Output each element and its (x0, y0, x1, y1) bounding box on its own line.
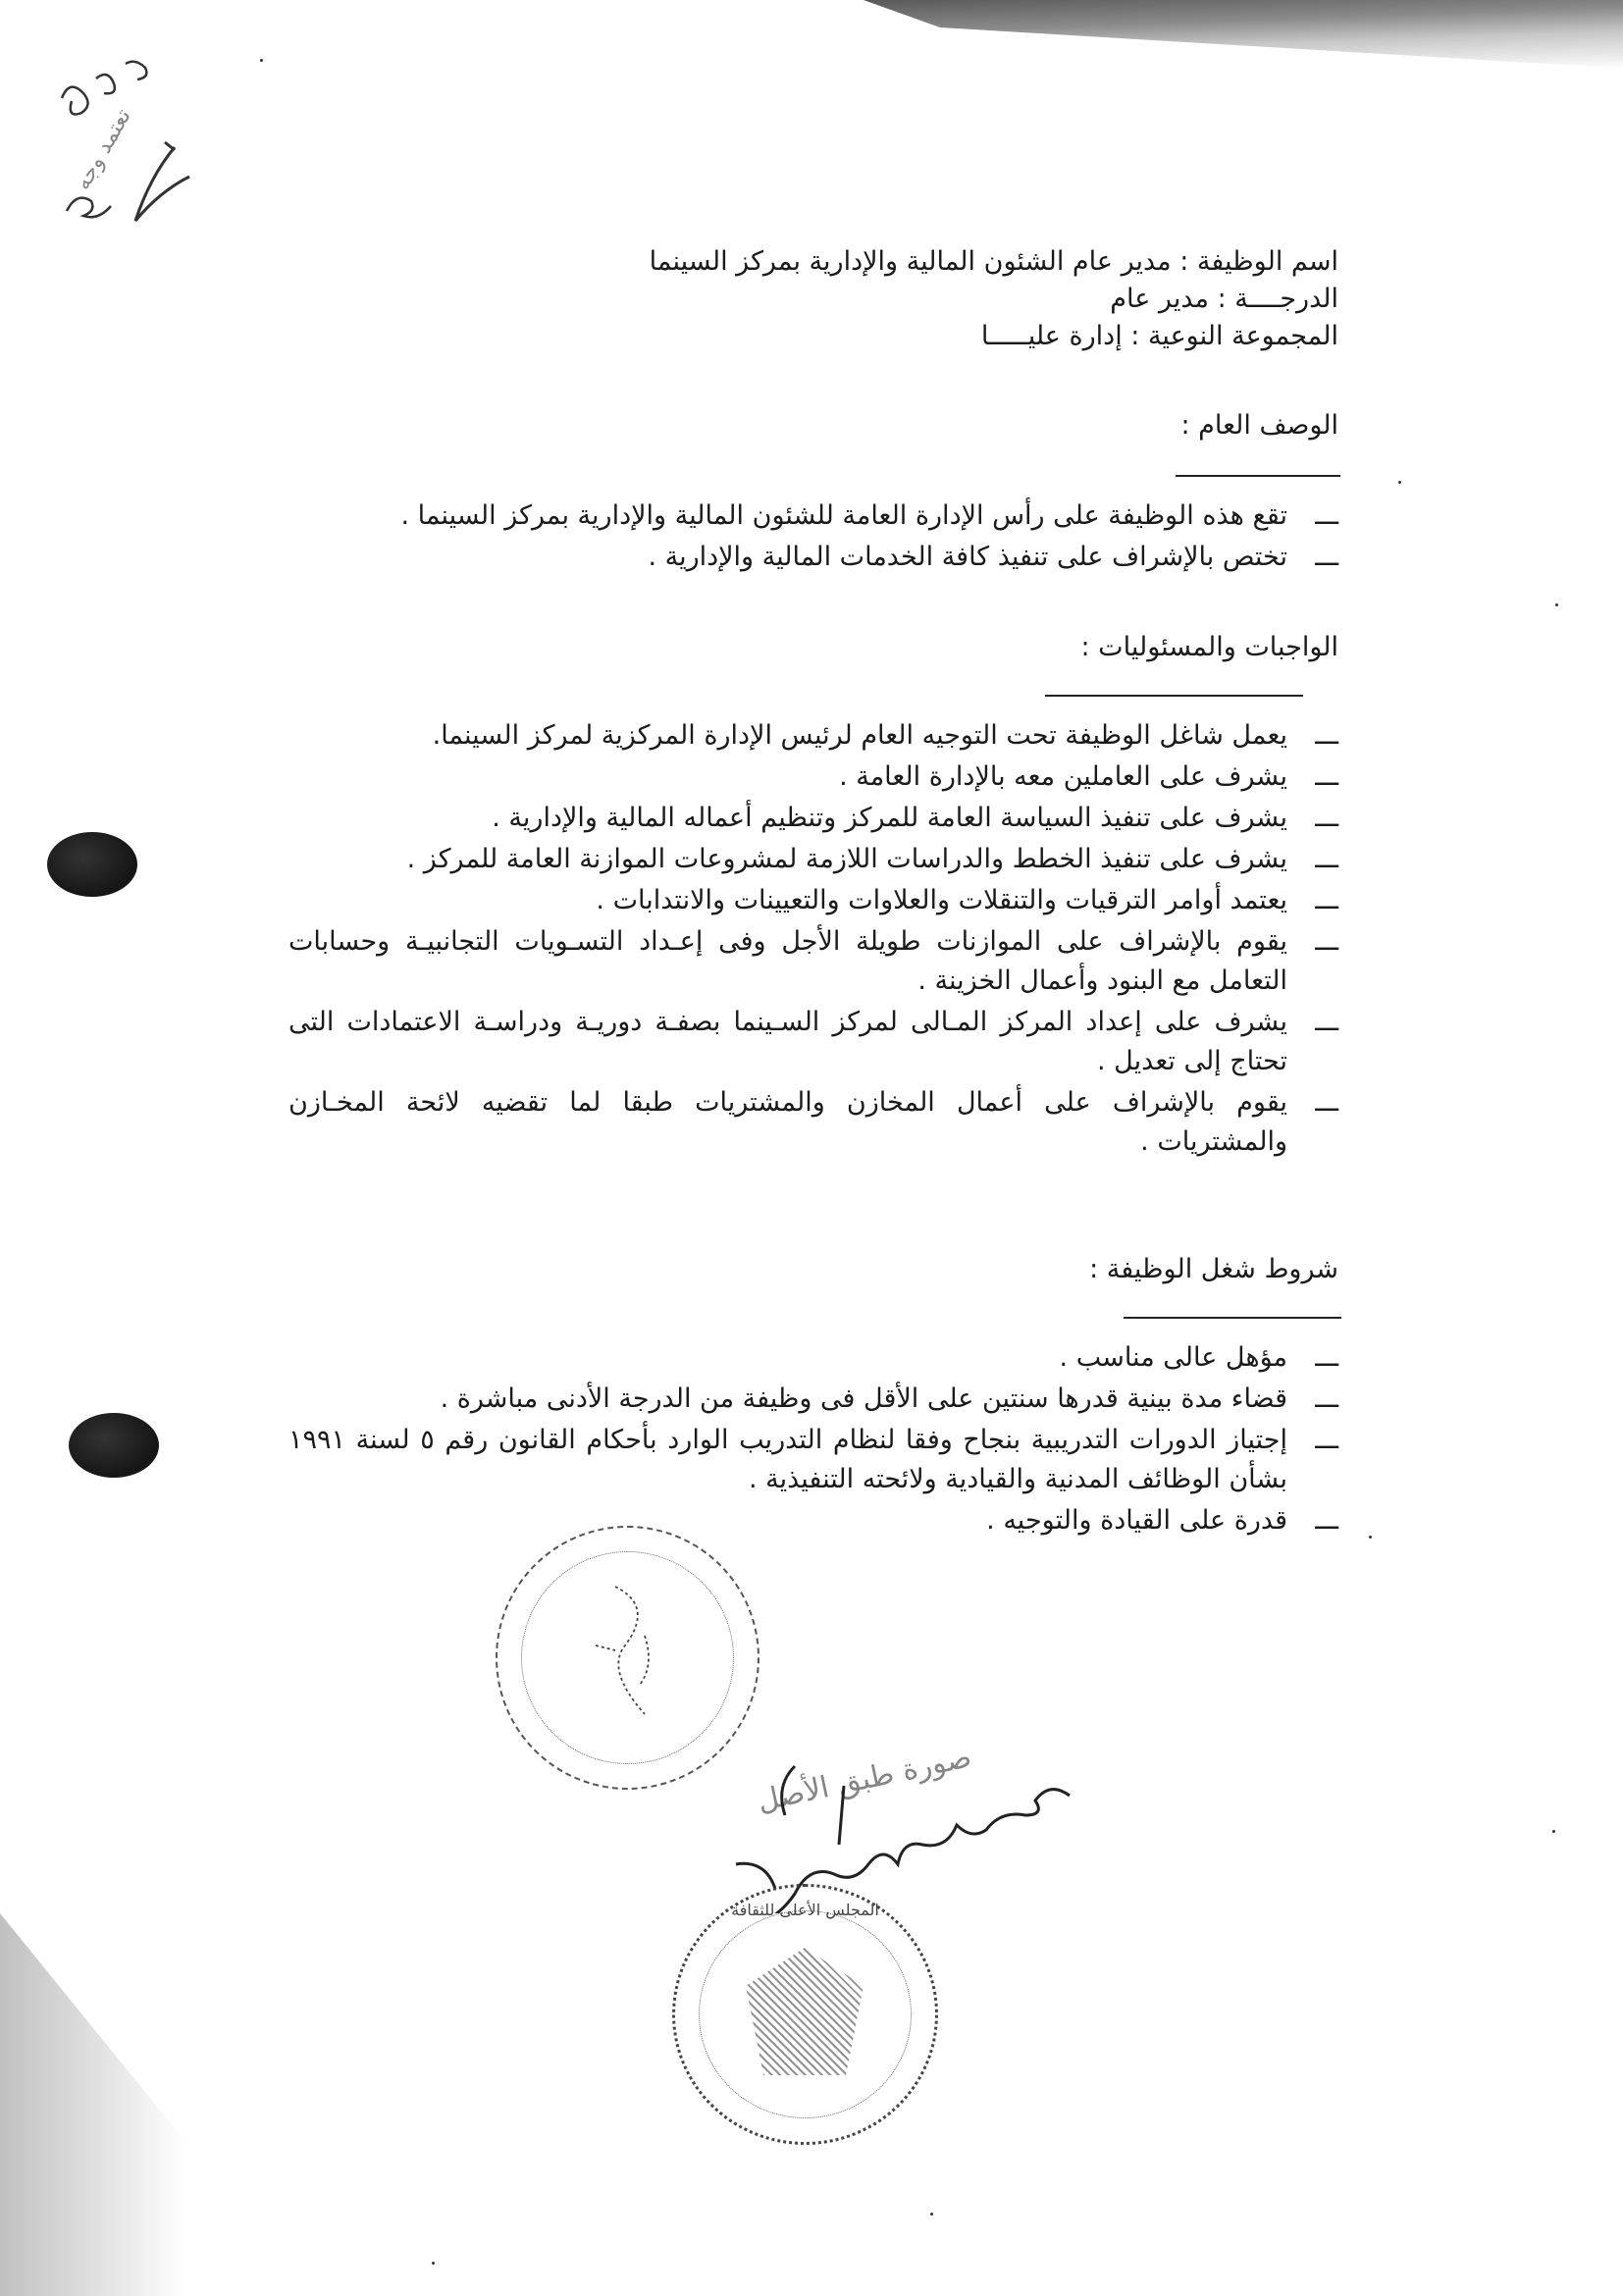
punch-hole-upper (47, 832, 137, 897)
grade-line: الدرجــــة : مدير عام (1110, 284, 1338, 314)
list-item: ـــ يقوم بالإشراف على الموازنات طويلة الأجل وفى إعـداد التسـويات التجانبيـة وحسابات التعامل مع البنود وأعمال الخزينة . (288, 922, 1338, 1001)
list-item: ـــ يعتمد أوامر الترقيات والتنقلات والعلاوات والتعيينات والانتدابات . (288, 881, 1338, 920)
heading-underline (1045, 695, 1303, 697)
conditions-heading: شروط شغل الوظيفة : (1089, 1254, 1338, 1284)
handwritten-approval-text: تعتمد وجه (70, 104, 136, 195)
official-seal-text: المجلس الأعلى للثقافة (731, 1901, 879, 1919)
scan-speck (1369, 1536, 1372, 1539)
job-title-line: اسم الوظيفة : مدير عام الشئون المالية والإدارية بمركز السينما (649, 246, 1338, 277)
list-item: ـــ يشرف على تنفيذ الخطط والدراسات اللازمة لمشروعات الموازنة العامة للمركز . (288, 840, 1338, 879)
certified-copy-handwriting (638, 1740, 1089, 1913)
list-item: ـــ يشرف على إعداد المركز المـالى لمركز السـينما بصفـة دوريـة ودراسـة الاعتمادات التى تحتاج إلى تعديل . (288, 1003, 1338, 1081)
general-description-heading: الوصف العام : (1180, 410, 1338, 441)
scan-speck (1398, 481, 1401, 484)
round-seal (496, 1526, 759, 1790)
scan-shadow-top (864, 0, 1623, 69)
scan-speck (930, 2213, 933, 2216)
heading-underline (1176, 475, 1340, 477)
list-item: ـــ يشرف على تنفيذ السياسة العامة للمركز وتنظيم أعماله المالية والإدارية . (288, 799, 1338, 838)
duties-list (288, 716, 1338, 1164)
scan-speck (1555, 603, 1558, 606)
official-seal (672, 1884, 938, 2145)
group-line: المجموعة النوعية : إدارة عليـــــا (980, 321, 1338, 351)
list-item: ـــ يعمل شاغل الوظيفة تحت التوجيه العام لرئيس الإدارة المركزية لمركز السينما. (288, 716, 1338, 756)
list-item: ـــ قدرة على القيادة والتوجيه . (288, 1501, 1338, 1540)
scan-speck (260, 59, 263, 62)
list-item: ـــ تختص بالإشراف على تنفيذ كافة الخدمات المالية والإدارية . (288, 538, 1338, 577)
punch-hole-lower (69, 1413, 159, 1478)
list-item: ـــ تقع هذه الوظيفة على رأس الإدارة العامة للشئون المالية والإدارية بمركز السينما . (288, 496, 1338, 536)
heading-underline (1124, 1317, 1341, 1319)
certified-copy-text: صورة طبق الأصل (754, 1740, 975, 1819)
general-description-list (288, 496, 1338, 579)
conditions-list (288, 1338, 1338, 1542)
list-item: ـــ إجتياز الدورات التدريبية بنجاح وفقا لنظام التدريب الوارد بأحكام القانون رقم ٥ لسنة ١٩٩١ بشأن الوظائف المدنية والقيادية ولائحته التنفيذية . (288, 1421, 1338, 1499)
job-header (455, 243, 1338, 355)
seal-scribble-icon (497, 1528, 758, 1788)
scan-speck (432, 2262, 435, 2265)
list-item: ـــ يشرف على العاملين معه بالإدارة العامة . (288, 757, 1338, 797)
scan-speck (1552, 1830, 1555, 1833)
list-item: ـــ قضاء مدة بينية قدرها سنتين على الأقل فى وظيفة من الدرجة الأدنى مباشرة . (288, 1380, 1338, 1419)
scan-shadow-left (0, 1913, 186, 2296)
list-item: ـــ يقوم بالإشراف على أعمال المخازن والمشتريات طبقا لما تقضيه لائحة المخـازن والمشتريات . (288, 1083, 1338, 1162)
duties-heading: الواجبات والمسئوليات : (1080, 632, 1338, 662)
list-item: ـــ مؤهل عالى مناسب . (288, 1338, 1338, 1378)
